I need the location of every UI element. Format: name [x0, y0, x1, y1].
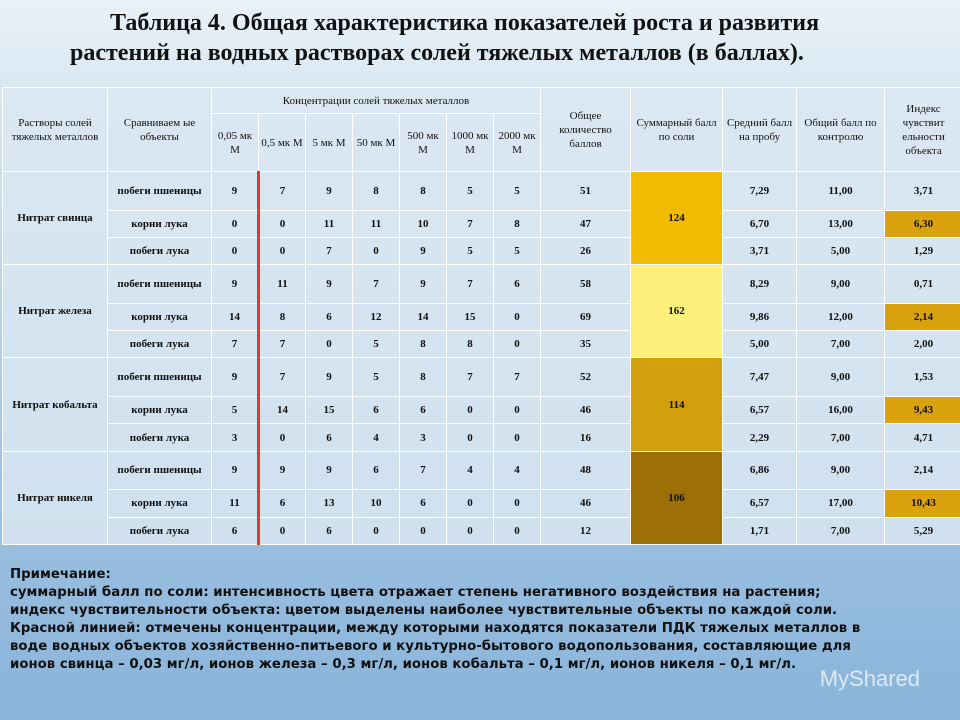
control-cell: 9,00: [797, 358, 885, 397]
notes-line: суммарный балл по соли: интенсивность цвета отражает степень негативного воздействия на растения;: [10, 585, 821, 600]
notes-line: индекс чувствительности объекта: цветом выделены наиболее чувствительные объекты по каждой соли.: [10, 603, 838, 618]
value-cell: 8: [400, 358, 447, 397]
notes-heading: Примечание:: [10, 567, 111, 582]
value-cell: 0: [447, 490, 494, 517]
control-cell: 5,00: [797, 237, 885, 264]
header-control: Общий балл по контролю: [797, 88, 885, 172]
control-cell: 9,00: [797, 265, 885, 304]
value-cell: 7: [306, 237, 353, 264]
value-cell: 7: [259, 172, 306, 211]
value-cell: 0: [259, 424, 306, 451]
value-cell: 6: [306, 424, 353, 451]
total-cell: 46: [541, 397, 631, 424]
value-cell: 11: [353, 210, 400, 237]
object-cell: корни лука: [108, 490, 212, 517]
value-cell: 7: [494, 358, 541, 397]
value-cell: 0: [447, 424, 494, 451]
value-cell: 9: [212, 265, 259, 304]
title-line-1: Таблица 4. Общая характеристика показателей роста и развития: [110, 10, 820, 36]
avg-cell: 6,86: [723, 451, 797, 490]
avg-cell: 3,71: [723, 237, 797, 264]
value-cell: 14: [212, 303, 259, 330]
table-row: [3, 331, 960, 358]
avg-cell: 2,29: [723, 424, 797, 451]
header-index: Индекс чувствит ельности объекта: [885, 88, 960, 172]
value-cell: 9: [306, 358, 353, 397]
value-cell: 7: [447, 358, 494, 397]
total-cell: 48: [541, 451, 631, 490]
value-cell: 6: [400, 397, 447, 424]
value-cell: 5: [353, 358, 400, 397]
value-cell: 15: [447, 303, 494, 330]
control-cell: 7,00: [797, 517, 885, 544]
header-conc: 50 мк М: [353, 114, 400, 172]
header-total: Общее количество баллов: [541, 88, 631, 172]
value-cell: 7: [400, 451, 447, 490]
total-cell: 12: [541, 517, 631, 544]
page-title: [70, 8, 930, 68]
total-cell: 51: [541, 172, 631, 211]
value-cell: 0: [259, 210, 306, 237]
index-cell: 2,14: [885, 451, 960, 490]
total-cell: 58: [541, 265, 631, 304]
table-row: [3, 517, 960, 544]
value-cell: 5: [212, 397, 259, 424]
object-cell: побеги лука: [108, 517, 212, 544]
header-conc: 0,05 мк М: [212, 114, 259, 172]
control-cell: 12,00: [797, 303, 885, 330]
value-cell: 8: [494, 210, 541, 237]
table-row: [3, 490, 960, 517]
header-compared: Сравниваем ые объекты: [108, 88, 212, 172]
value-cell: 8: [400, 331, 447, 358]
avg-cell: 8,29: [723, 265, 797, 304]
value-cell: 4: [447, 451, 494, 490]
table-row: [3, 451, 960, 490]
notes-line: Красной линией: отмечены концентрации, между которыми находятся показатели ПДК тяжелых металлов в: [10, 621, 861, 636]
object-cell: побеги лука: [108, 331, 212, 358]
value-cell: 0: [494, 331, 541, 358]
table-row: [3, 424, 960, 451]
index-cell: 0,71: [885, 265, 960, 304]
control-cell: 7,00: [797, 424, 885, 451]
notes-line: воде водных объектов хозяйственно-питьевого и культурно-бытового водопользования, составляющие для: [10, 639, 851, 654]
notes-line: ионов свинца – 0,03 мг/л, ионов железа – 0,3 мг/л, ионов кобальта – 0,1 мг/л, ионов никеля – 0,1 мг/л.: [10, 657, 797, 672]
value-cell: 7: [212, 331, 259, 358]
total-cell: 52: [541, 358, 631, 397]
value-cell: 12: [353, 303, 400, 330]
value-cell: 6: [212, 517, 259, 544]
value-cell: 6: [306, 517, 353, 544]
value-cell: 4: [494, 451, 541, 490]
value-cell: 7: [259, 358, 306, 397]
value-cell: 9: [259, 451, 306, 490]
value-cell: 3: [212, 424, 259, 451]
value-cell: 0: [212, 210, 259, 237]
table-row: [3, 397, 960, 424]
value-cell: 6: [353, 397, 400, 424]
avg-cell: 1,71: [723, 517, 797, 544]
index-cell: 9,43: [885, 397, 960, 424]
salt-cell: Нитрат кобальта: [3, 358, 108, 451]
value-cell: 14: [259, 397, 306, 424]
value-cell: 8: [447, 331, 494, 358]
index-cell: 1,53: [885, 358, 960, 397]
value-cell: 9: [212, 451, 259, 490]
header-avg: Средний балл на пробу: [723, 88, 797, 172]
value-cell: 9: [306, 265, 353, 304]
index-cell: 6,30: [885, 210, 960, 237]
sum-salt-cell: 106: [631, 451, 723, 544]
value-cell: 4: [353, 424, 400, 451]
sum-salt-cell: 124: [631, 172, 723, 265]
table-row: [3, 237, 960, 264]
value-cell: 8: [259, 303, 306, 330]
control-cell: 11,00: [797, 172, 885, 211]
value-cell: 0: [400, 517, 447, 544]
salt-cell: Нитрат железа: [3, 265, 108, 358]
value-cell: 0: [494, 517, 541, 544]
control-cell: 13,00: [797, 210, 885, 237]
value-cell: 5: [494, 172, 541, 211]
value-cell: 0: [447, 397, 494, 424]
header-concentrations: Концентрации солей тяжелых металлов: [212, 88, 541, 114]
value-cell: 7: [447, 210, 494, 237]
avg-cell: 7,29: [723, 172, 797, 211]
header-conc: 1000 мк М: [447, 114, 494, 172]
total-cell: 26: [541, 237, 631, 264]
index-cell: 4,71: [885, 424, 960, 451]
object-cell: корни лука: [108, 303, 212, 330]
title-line-2: растений на водных растворах солей тяжелых металлов (в баллах).: [70, 40, 804, 66]
total-cell: 69: [541, 303, 631, 330]
total-cell: 35: [541, 331, 631, 358]
table-row: [3, 358, 960, 397]
value-cell: 7: [353, 265, 400, 304]
value-cell: 10: [400, 210, 447, 237]
control-cell: 16,00: [797, 397, 885, 424]
value-cell: 9: [306, 451, 353, 490]
control-cell: 9,00: [797, 451, 885, 490]
value-cell: 6: [353, 451, 400, 490]
header-conc: 2000 мк М: [494, 114, 541, 172]
salt-cell: Нитрат свинца: [3, 172, 108, 265]
value-cell: 15: [306, 397, 353, 424]
value-cell: 10: [353, 490, 400, 517]
value-cell: 0: [259, 517, 306, 544]
value-cell: 0: [494, 490, 541, 517]
table-row: [3, 303, 960, 330]
control-cell: 7,00: [797, 331, 885, 358]
salt-cell: Нитрат никеля: [3, 451, 108, 544]
object-cell: побеги пшеницы: [108, 265, 212, 304]
table-row: [3, 172, 960, 211]
object-cell: побеги пшеницы: [108, 172, 212, 211]
header-sum-salt: Суммарный балл по соли: [631, 88, 723, 172]
value-cell: 6: [400, 490, 447, 517]
avg-cell: 6,57: [723, 490, 797, 517]
value-cell: 0: [353, 517, 400, 544]
value-cell: 0: [353, 237, 400, 264]
object-cell: побеги лука: [108, 424, 212, 451]
value-cell: 8: [353, 172, 400, 211]
value-cell: 0: [447, 517, 494, 544]
header-conc: 0,5 мк М: [259, 114, 306, 172]
object-cell: побеги лука: [108, 237, 212, 264]
value-cell: 0: [494, 303, 541, 330]
value-cell: 9: [212, 172, 259, 211]
object-cell: побеги пшеницы: [108, 358, 212, 397]
header-conc: 500 мк М: [400, 114, 447, 172]
avg-cell: 6,70: [723, 210, 797, 237]
avg-cell: 7,47: [723, 358, 797, 397]
sum-salt-cell: 114: [631, 358, 723, 451]
value-cell: 5: [447, 172, 494, 211]
value-cell: 11: [306, 210, 353, 237]
value-cell: 11: [212, 490, 259, 517]
value-cell: 9: [212, 358, 259, 397]
value-cell: 5: [353, 331, 400, 358]
object-cell: корни лука: [108, 397, 212, 424]
value-cell: 9: [400, 265, 447, 304]
value-cell: 11: [259, 265, 306, 304]
value-cell: 0: [494, 424, 541, 451]
control-cell: 17,00: [797, 490, 885, 517]
sum-salt-cell: 162: [631, 265, 723, 358]
value-cell: 9: [400, 237, 447, 264]
avg-cell: 9,86: [723, 303, 797, 330]
header-solutions: Растворы солей тяжелых металлов: [3, 88, 108, 172]
value-cell: 0: [306, 331, 353, 358]
index-cell: 1,29: [885, 237, 960, 264]
watermark: MyShared: [819, 666, 920, 691]
index-cell: 5,29: [885, 517, 960, 544]
header-conc: 5 мк М: [306, 114, 353, 172]
total-cell: 47: [541, 210, 631, 237]
value-cell: 0: [212, 237, 259, 264]
value-cell: 5: [447, 237, 494, 264]
value-cell: 3: [400, 424, 447, 451]
value-cell: 5: [494, 237, 541, 264]
data-table: [2, 87, 960, 545]
notes: [10, 566, 945, 674]
avg-cell: 6,57: [723, 397, 797, 424]
table-row: [3, 210, 960, 237]
object-cell: побеги пшеницы: [108, 451, 212, 490]
object-cell: корни лука: [108, 210, 212, 237]
value-cell: 13: [306, 490, 353, 517]
index-cell: 2,00: [885, 331, 960, 358]
total-cell: 16: [541, 424, 631, 451]
index-cell: 10,43: [885, 490, 960, 517]
index-cell: 2,14: [885, 303, 960, 330]
value-cell: 7: [447, 265, 494, 304]
value-cell: 14: [400, 303, 447, 330]
value-cell: 6: [494, 265, 541, 304]
value-cell: 0: [259, 237, 306, 264]
total-cell: 46: [541, 490, 631, 517]
value-cell: 7: [259, 331, 306, 358]
value-cell: 6: [259, 490, 306, 517]
value-cell: 8: [400, 172, 447, 211]
table-row: [3, 265, 960, 304]
value-cell: 9: [306, 172, 353, 211]
value-cell: 0: [494, 397, 541, 424]
index-cell: 3,71: [885, 172, 960, 211]
value-cell: 6: [306, 303, 353, 330]
avg-cell: 5,00: [723, 331, 797, 358]
